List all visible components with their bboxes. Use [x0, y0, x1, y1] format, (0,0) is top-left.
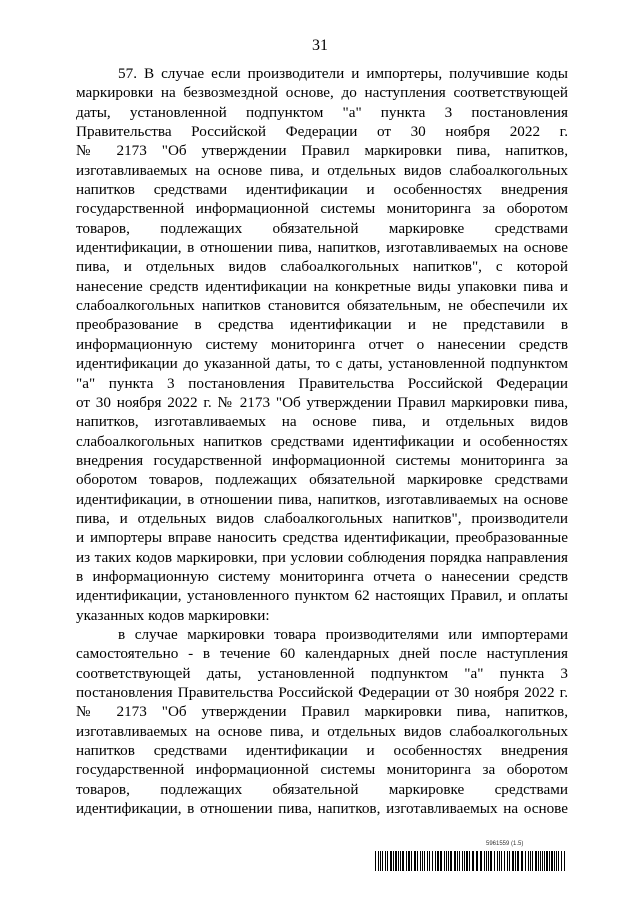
text-line: идентификации, в отношении пива, напитков, изготавливаемых на основе: [76, 239, 568, 257]
barcode-bar: [521, 851, 523, 871]
barcode-bar: [414, 851, 416, 871]
barcode-bar: [446, 851, 447, 871]
barcode-bar: [488, 851, 489, 871]
barcode-bar: [393, 851, 394, 871]
barcode-bar: [484, 851, 485, 871]
text-line: преобразование в средства идентификации и не представили в: [76, 316, 568, 334]
text-line: информационную систему мониторинга отчет о нанесении средств: [76, 335, 568, 353]
barcode-bar: [517, 851, 519, 871]
text-line: 57. В случае если производители и импортеры, получившие коды: [118, 65, 568, 82]
barcode-bar: [544, 851, 545, 871]
text-line: постановления Правительства Российской Федерации от 30 ноября 2022 г.: [76, 684, 568, 701]
barcode-bar: [417, 851, 418, 871]
barcode-bar: [476, 851, 478, 871]
barcode-bar: [382, 851, 383, 871]
text-line: внедрения государственной информационной системы мониторинга за: [76, 451, 568, 469]
barcode-bar: [457, 851, 458, 871]
text-line: соответствующей даты, установленной подпунктом "а" пункта 3: [76, 664, 568, 682]
text-line: идентификации, в отношении пива, напитков, изготавливаемых на основе: [76, 800, 568, 818]
barcode-bar: [435, 851, 436, 871]
barcode-bar: [528, 851, 529, 871]
barcode-bar: [422, 851, 423, 871]
barcode-bar: [515, 851, 516, 871]
barcode-bar: [378, 851, 379, 871]
text-line: № 2173 "Об утверждении Правил маркировки пива, напитков,: [76, 142, 568, 160]
barcode-bar: [501, 851, 502, 871]
barcode-bar: [411, 851, 412, 871]
text-line: слабоалкогольных напитков средствами идентификации и особенностях: [76, 432, 568, 450]
barcode-bar: [469, 851, 470, 871]
barcode-bar: [509, 851, 510, 871]
barcode-bar: [497, 851, 498, 871]
text-line: даты, установленной подпунктом "а" пункта 3 постановления: [76, 103, 568, 121]
barcode-bar: [558, 851, 559, 871]
barcode-bar: [535, 851, 537, 871]
text-line: напитков, изготавливаемых на основе пива, и отдельных видов: [76, 413, 568, 431]
text-line: Правительства Российской Федерации от 30 ноября 2022 г.: [76, 123, 568, 141]
text-line: самостоятельно - в течение 60 календарных дней после наступления: [76, 645, 568, 663]
barcode-bar: [380, 851, 381, 871]
barcode-bar: [530, 851, 531, 871]
barcode-bar: [375, 851, 376, 871]
barcode-bar: [427, 851, 428, 871]
barcode-bar: [429, 851, 430, 871]
barcode-bar: [472, 851, 474, 871]
text-line: идентификации до указанной даты, то с даты, установленной подпунктом: [76, 355, 568, 373]
text-line: государственной информационной системы мониторинга за оборотом: [76, 761, 568, 779]
text-line: в случае маркировки товара производителями или импортерами: [118, 625, 568, 643]
barcode-bar: [538, 851, 539, 871]
text-line: нанесение средств идентификации на конкретные виды упаковки пива и: [76, 277, 568, 295]
barcode-bar: [507, 851, 508, 871]
barcode-bar: [542, 851, 543, 871]
text-line: оборотом товаров, подлежащих обязательной маркировке средствами: [76, 471, 568, 489]
barcode-bar: [546, 851, 548, 871]
text-line: из таких кодов маркировки, при условии соблюдения порядка направления: [76, 548, 568, 566]
document-stamp-code: 5961559 (1.5): [486, 841, 524, 847]
barcode-bar: [504, 851, 505, 871]
page-number: 31: [312, 37, 328, 54]
barcode-bar: [466, 851, 468, 871]
barcode-bar: [387, 851, 388, 871]
barcode-bar: [448, 851, 449, 871]
barcode-bar: [398, 851, 399, 871]
document-body: [76, 64, 568, 818]
barcode-bar: [540, 851, 541, 871]
barcode-bar: [408, 851, 410, 871]
barcode-bar: [564, 851, 565, 871]
barcode-bar: [462, 851, 463, 871]
barcode-bar: [402, 851, 404, 871]
text-line: государственной информационной системы мониторинга за оборотом: [76, 200, 568, 218]
text-line: идентификации, в отношении пива, напитков, изготавливаемых на основе: [76, 490, 568, 508]
text-line: изготавливаемых на основе пива, и отдельных видов слабоалкогольных: [76, 161, 568, 179]
text-line: изготавливаемых на основе пива, и отдельных видов слабоалкогольных: [76, 722, 568, 740]
barcode-bar: [486, 851, 487, 871]
barcode-bar: [499, 851, 500, 871]
barcode: [375, 851, 569, 871]
barcode-bar: [450, 851, 452, 871]
barcode-bar: [444, 851, 445, 871]
barcode-bar: [561, 851, 562, 871]
text-line: № 2173 "Об утверждении Правил маркировки пива, напитков,: [76, 703, 568, 721]
barcode-bar: [440, 851, 442, 871]
barcode-bar: [464, 851, 465, 871]
text-line: слабоалкогольных напитков становится обязательным, не обеспечили их: [76, 297, 568, 315]
barcode-bar: [395, 851, 397, 871]
text-line: "а" пункта 3 постановления Правительства Российской Федерации: [76, 374, 568, 392]
barcode-bar: [480, 851, 482, 871]
barcode-bar: [494, 851, 495, 871]
barcode-bar: [420, 851, 421, 871]
text-line: товаров, подлежащих обязательной маркировке средствами: [76, 780, 568, 798]
barcode-bar: [549, 851, 550, 871]
text-line: и импортеры вправе наносить средства идентификации, преобразованные: [76, 529, 568, 547]
barcode-bar: [554, 851, 555, 871]
text-line: маркировки на безвозмездной основе, до наступления соответствующей: [76, 84, 568, 102]
text-line: указанных кодов маркировки:: [76, 606, 270, 624]
barcode-bar: [532, 851, 533, 871]
barcode-bar: [406, 851, 407, 871]
barcode-bar: [454, 851, 456, 871]
barcode-bar: [390, 851, 392, 871]
barcode-bar: [490, 851, 492, 871]
text-line: товаров, подлежащих обязательной маркировке средствами: [76, 219, 568, 237]
barcode-bar: [459, 851, 460, 871]
barcode-bar: [385, 851, 386, 871]
text-line: от 30 ноября 2022 г. № 2173 "Об утверждении Правил маркировки пива,: [76, 393, 568, 411]
barcode-bar: [556, 851, 557, 871]
barcode-bar: [551, 851, 553, 871]
barcode-bar: [424, 851, 425, 871]
text-line: в информационную систему мониторинга отчета о нанесении средств: [76, 567, 568, 585]
barcode-bar: [432, 851, 433, 871]
text-line: пива, и отдельных видов слабоалкогольных напитков", производители: [76, 509, 568, 527]
text-line: пива, и отдельных видов слабоалкогольных напитков", с которой: [76, 258, 568, 276]
barcode-bar: [525, 851, 526, 871]
barcode-bar: [437, 851, 439, 871]
text-line: идентификации, установленного пунктом 62 настоящих Правил, и оплаты: [76, 587, 568, 605]
text-line: напитков средствами идентификации и особенностях внедрения: [76, 742, 568, 760]
text-line: напитков средствами идентификации и особенностях внедрения: [76, 181, 568, 199]
barcode-bar: [512, 851, 514, 871]
barcode-bar: [400, 851, 401, 871]
